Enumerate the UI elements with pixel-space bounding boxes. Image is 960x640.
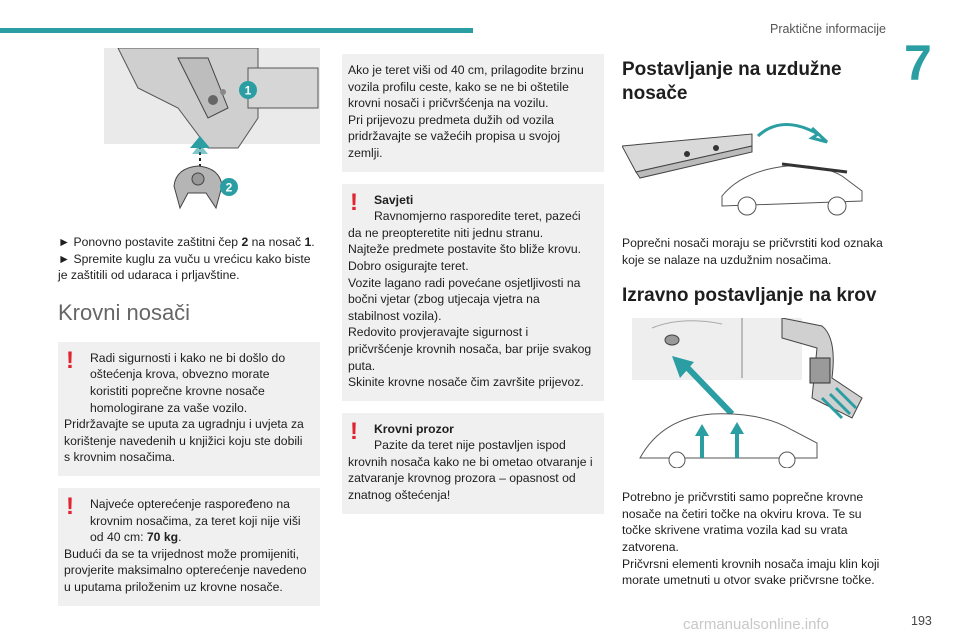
header-title: Praktične informacije	[769, 22, 886, 36]
advice-title: Savjeti	[374, 192, 414, 207]
warning-box-advice: ! Savjeti Ravnomjerno rasporedite teret, pazeći da ne preopteretite niti jednu stranu. Najteže predmete postavite što bliže krovu. Dobro osigurajte teret. Vozite lagano radi povećane osjetljivosti na bočni vjetar (zbog utjecaja vjetra na stabilnost vozila). Redovito provjeravajte sigurnost i pričvršćenje krovnih nosača, bar prije svakog puta. Skinite krovne nosače čim završite prijevoz.	[342, 184, 604, 401]
para-longitudinal: Poprečni nosači moraju se pričvrstiti kod oznaka koje se nalaze na uzdužnim nosačima.	[622, 236, 883, 267]
column-right	[622, 58, 884, 589]
roof-rails-illustration	[622, 116, 884, 216]
footer-watermark: carmanualsonline.info	[683, 616, 829, 633]
callout-2-label: 2	[225, 180, 233, 195]
info-box-tall-load: Ako je teret viši od 40 cm, prilagodite brzinu vozila profilu ceste, kako se ne bi oštetile krovni nosači i pričvršćenja na vozilu. Pri prijevozu predmeta dužih od vozila pridržavajte se važećih propisa u svojoj zemlji.	[342, 54, 604, 172]
chapter-number: 7	[904, 35, 932, 91]
step-store-towball: ► Spremite kuglu za vuču u vrećicu kako biste je zaštitili od udaraca i prljavštine.	[58, 251, 311, 283]
column-left	[58, 48, 320, 606]
sunroof-title: Krovni prozor	[374, 421, 454, 436]
callout-1-label: 1	[244, 83, 252, 98]
step-replace-cap: ► Ponovno postavite zaštitni čep 2 na nosač 1.	[58, 235, 315, 249]
heading-direct-roof: Izravno postavljanje na krov	[622, 285, 877, 307]
warning-box-sunroof: ! Krovni prozor Pazite da teret nije postavljen ispod krovnih nosača kako ne bi ometao otvaranje i zatvaranje krovnog prozora – opasnost od znatnog oštećenja!	[342, 413, 604, 514]
para-direct-roof-1: Potrebno je pričvrstiti samo poprečne krovne nosače na četiri točke na okviru krova. Te su točke skrivene vratima vozila kad su vrata zatvorena.	[622, 490, 864, 554]
page-number: 193	[911, 614, 932, 628]
warning-box-homologated: ! Radi sigurnosti i kako ne bi došlo do oštećenja krova, obvezno morate koristiti poprečne krovne nosače homologirane za vaše vozilo. Pridržavajte se uputa za ugradnju i uvjeta za korištenje navedenih u knjižici koju ste dobili s krovnim nosačima.	[58, 342, 320, 476]
roof-mount-illustration	[622, 318, 884, 468]
warning-icon: !	[350, 417, 358, 445]
header-accent-bar	[0, 28, 473, 33]
para-direct-roof-2: Pričvrsni elementi krovnih nosača imaju klin koji morate umetnuti u otvor svake pričvrsne točke.	[622, 556, 880, 588]
warning-icon: !	[66, 346, 74, 374]
column-middle	[342, 54, 604, 514]
tow-ball-illustration	[58, 48, 320, 213]
heading-longitudinal-rails: Postavljanje na uzdužne nosače	[622, 59, 842, 104]
section-title-roof-bars: Krovni nosači	[58, 299, 191, 325]
warning-icon: !	[350, 188, 358, 216]
warning-icon: !	[66, 492, 74, 520]
warning-box-max-load: ! Najveće opterećenje raspoređeno na krovnim nosačima, za teret koji nije viši od 40 cm: 70 kg. Budući da se ta vrijednost može promijeniti, provjerite maksimalno opterećenje navedeno u uputama priloženim uz krovne nosače.	[58, 488, 320, 606]
